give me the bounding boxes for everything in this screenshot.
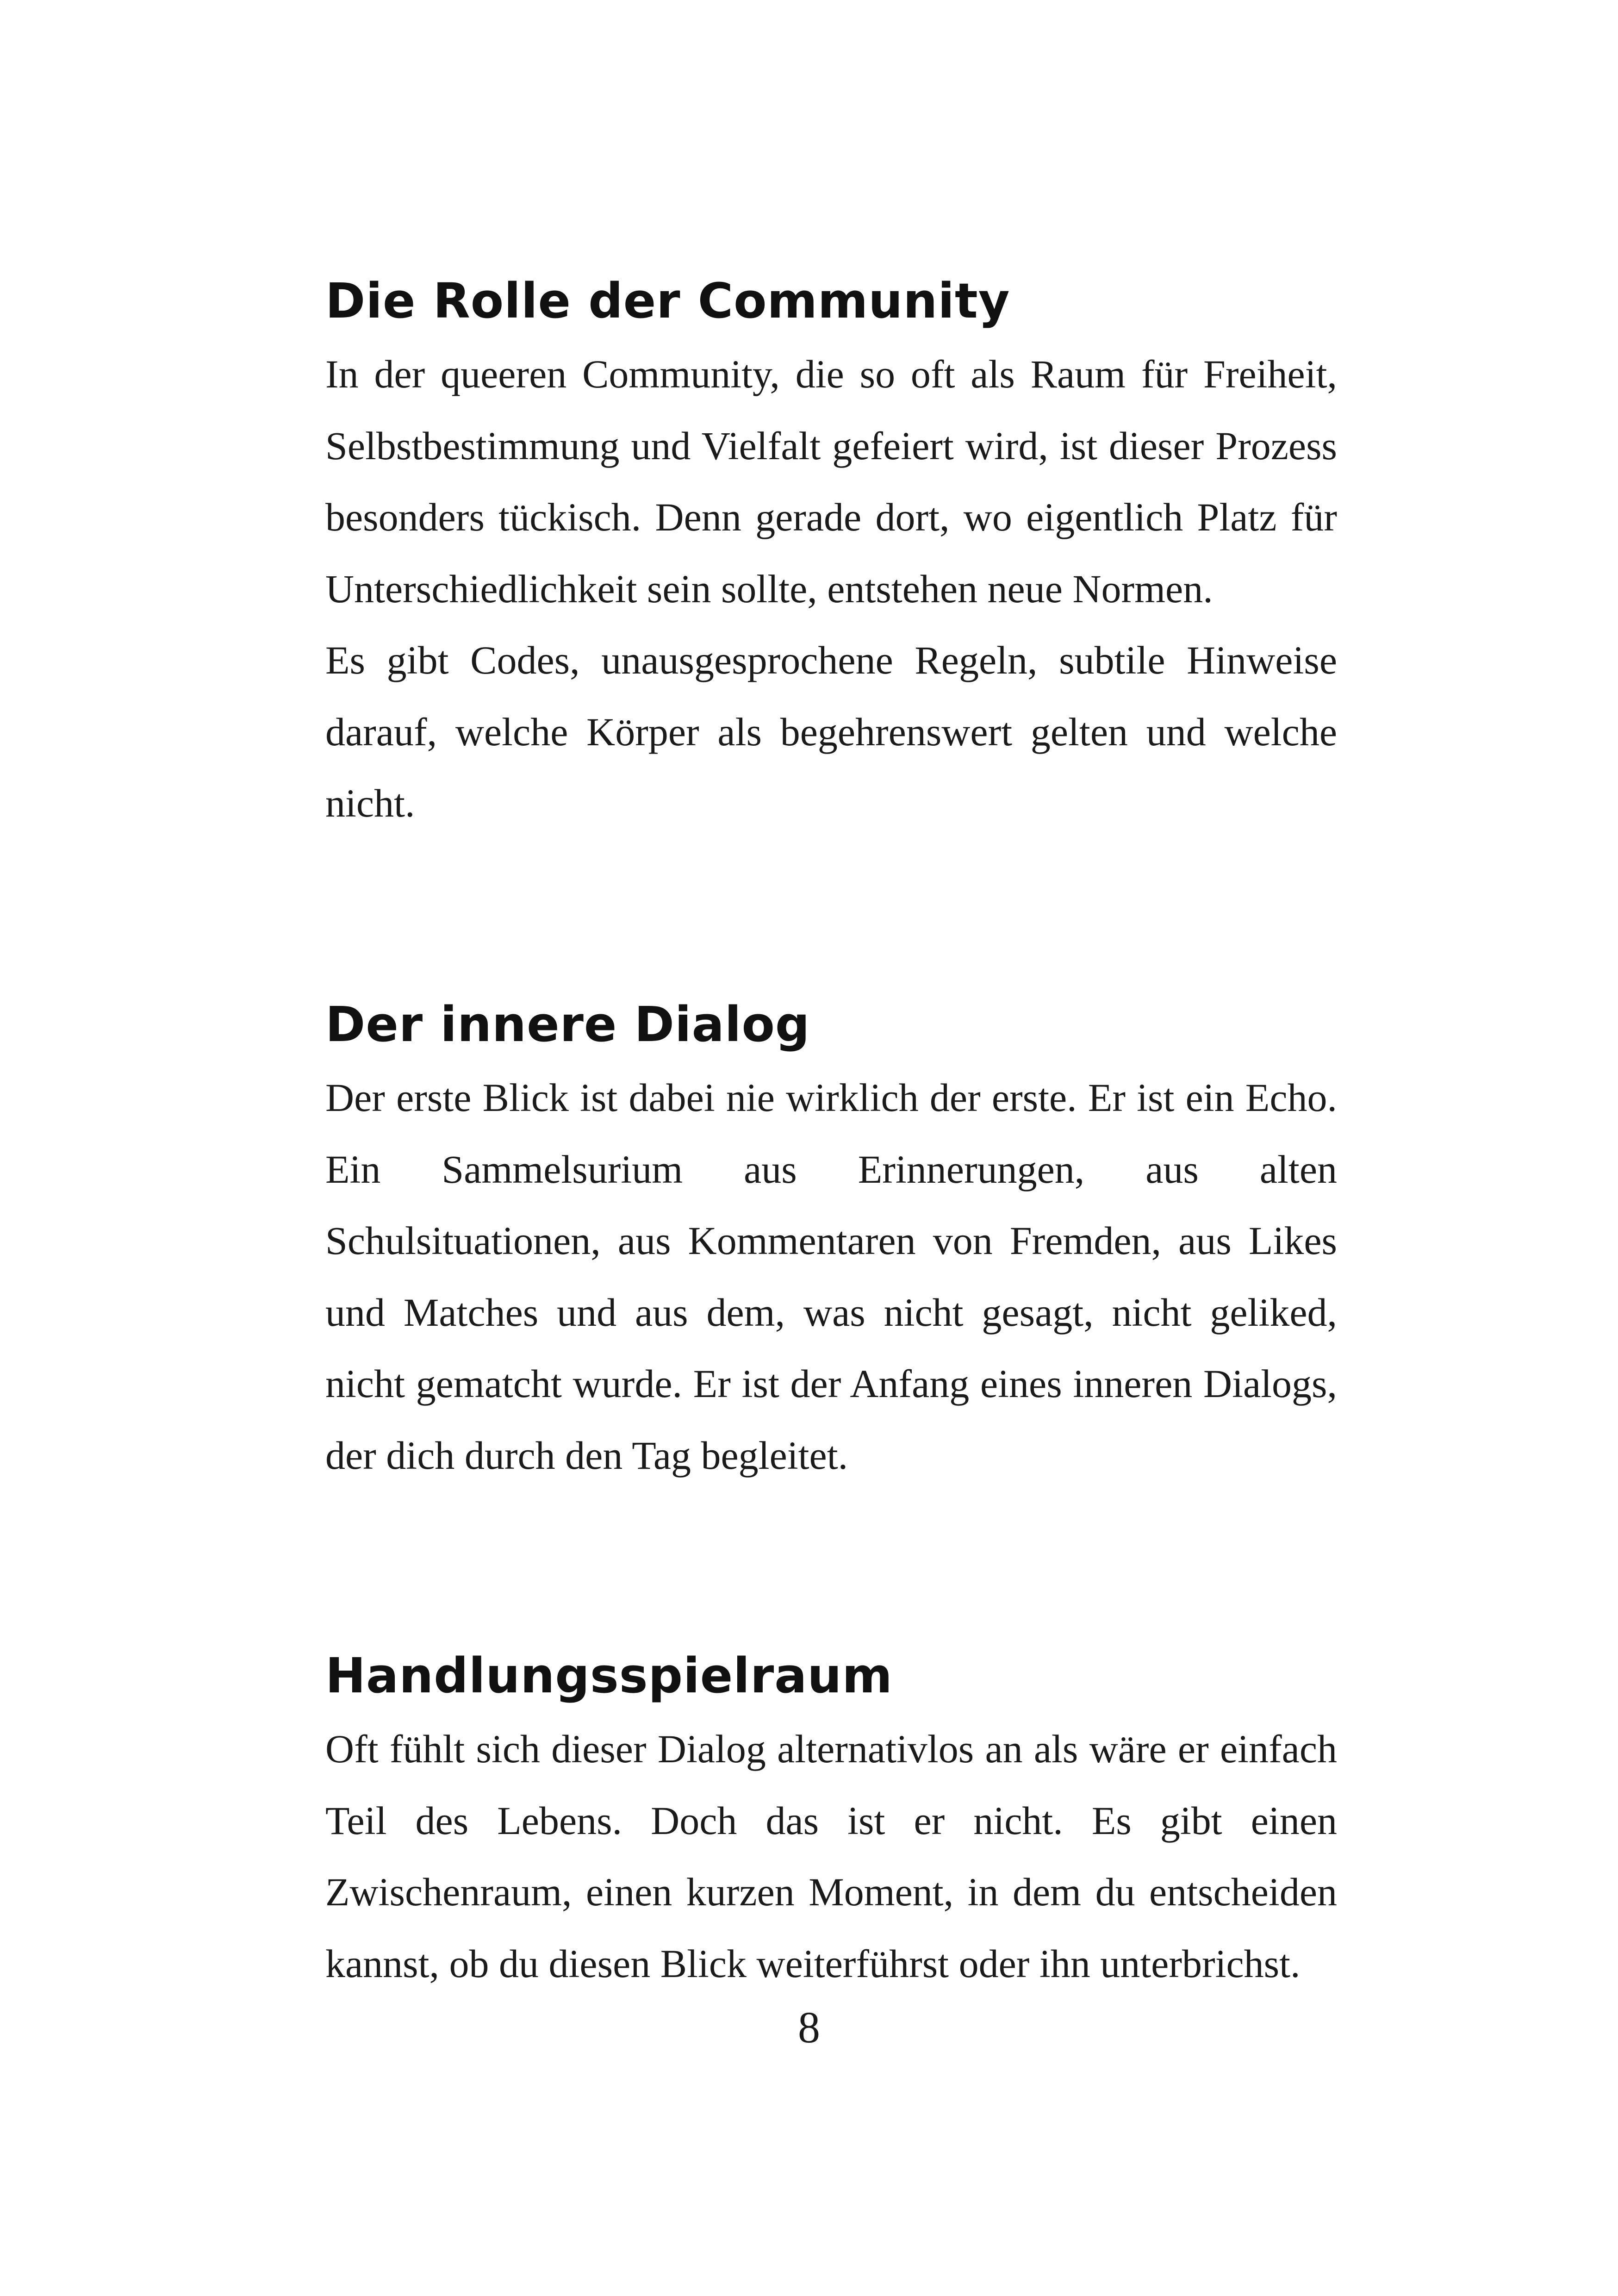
section-heading: Der innere Dialog (325, 996, 810, 1053)
paragraph: In der queeren Community, die so oft als Raum für Freiheit, Selbstbestimmung und Vielfalt gefeiert wird, ist dieser Prozess besonders tückisch. Denn gerade dort, wo eigentlich Platz für Unterschiedlichkeit sein sollte, entstehen neue Normen. (325, 352, 1337, 611)
section-scope-of-action (325, 1641, 1337, 1999)
paragraph: Es gibt Codes, unausgesprochene Regeln, subtile Hinweise darauf, welche Körper als begehrenswert gelten und welche nicht. (325, 638, 1337, 825)
section-body (325, 1713, 1337, 1999)
paragraph: Der erste Blick ist dabei nie wirklich der erste. Er ist ein Echo. Ein Sammelsurium aus Erinnerungen, aus alten Schulsituationen, aus Kommentaren von Fremden, aus Likes und Matches und aus dem, was nicht gesagt, nicht geliked, nicht gematcht wurde. Er ist der Anfang eines inneren Dialogs, der dich durch den Tag begleitet. (325, 1075, 1337, 1478)
section-heading: Handlungsspielraum (325, 1647, 893, 1704)
section-heading: Die Rolle der Community (325, 273, 1010, 329)
section-body (325, 1062, 1337, 1491)
section-inner-dialog (325, 990, 1337, 1491)
section-body (325, 338, 1337, 839)
section-community-role (325, 266, 1337, 839)
page-number: 8 (798, 2003, 820, 2052)
paragraph: Oft fühlt sich dieser Dialog alternativlos an als wäre er einfach Teil des Lebens. Doch das ist er nicht. Es gibt einen Zwischenraum, einen kurzen Moment, in dem du entscheiden kannst, ob du diesen Blick weiterführst oder ihn unterbrichst. (325, 1727, 1337, 1986)
